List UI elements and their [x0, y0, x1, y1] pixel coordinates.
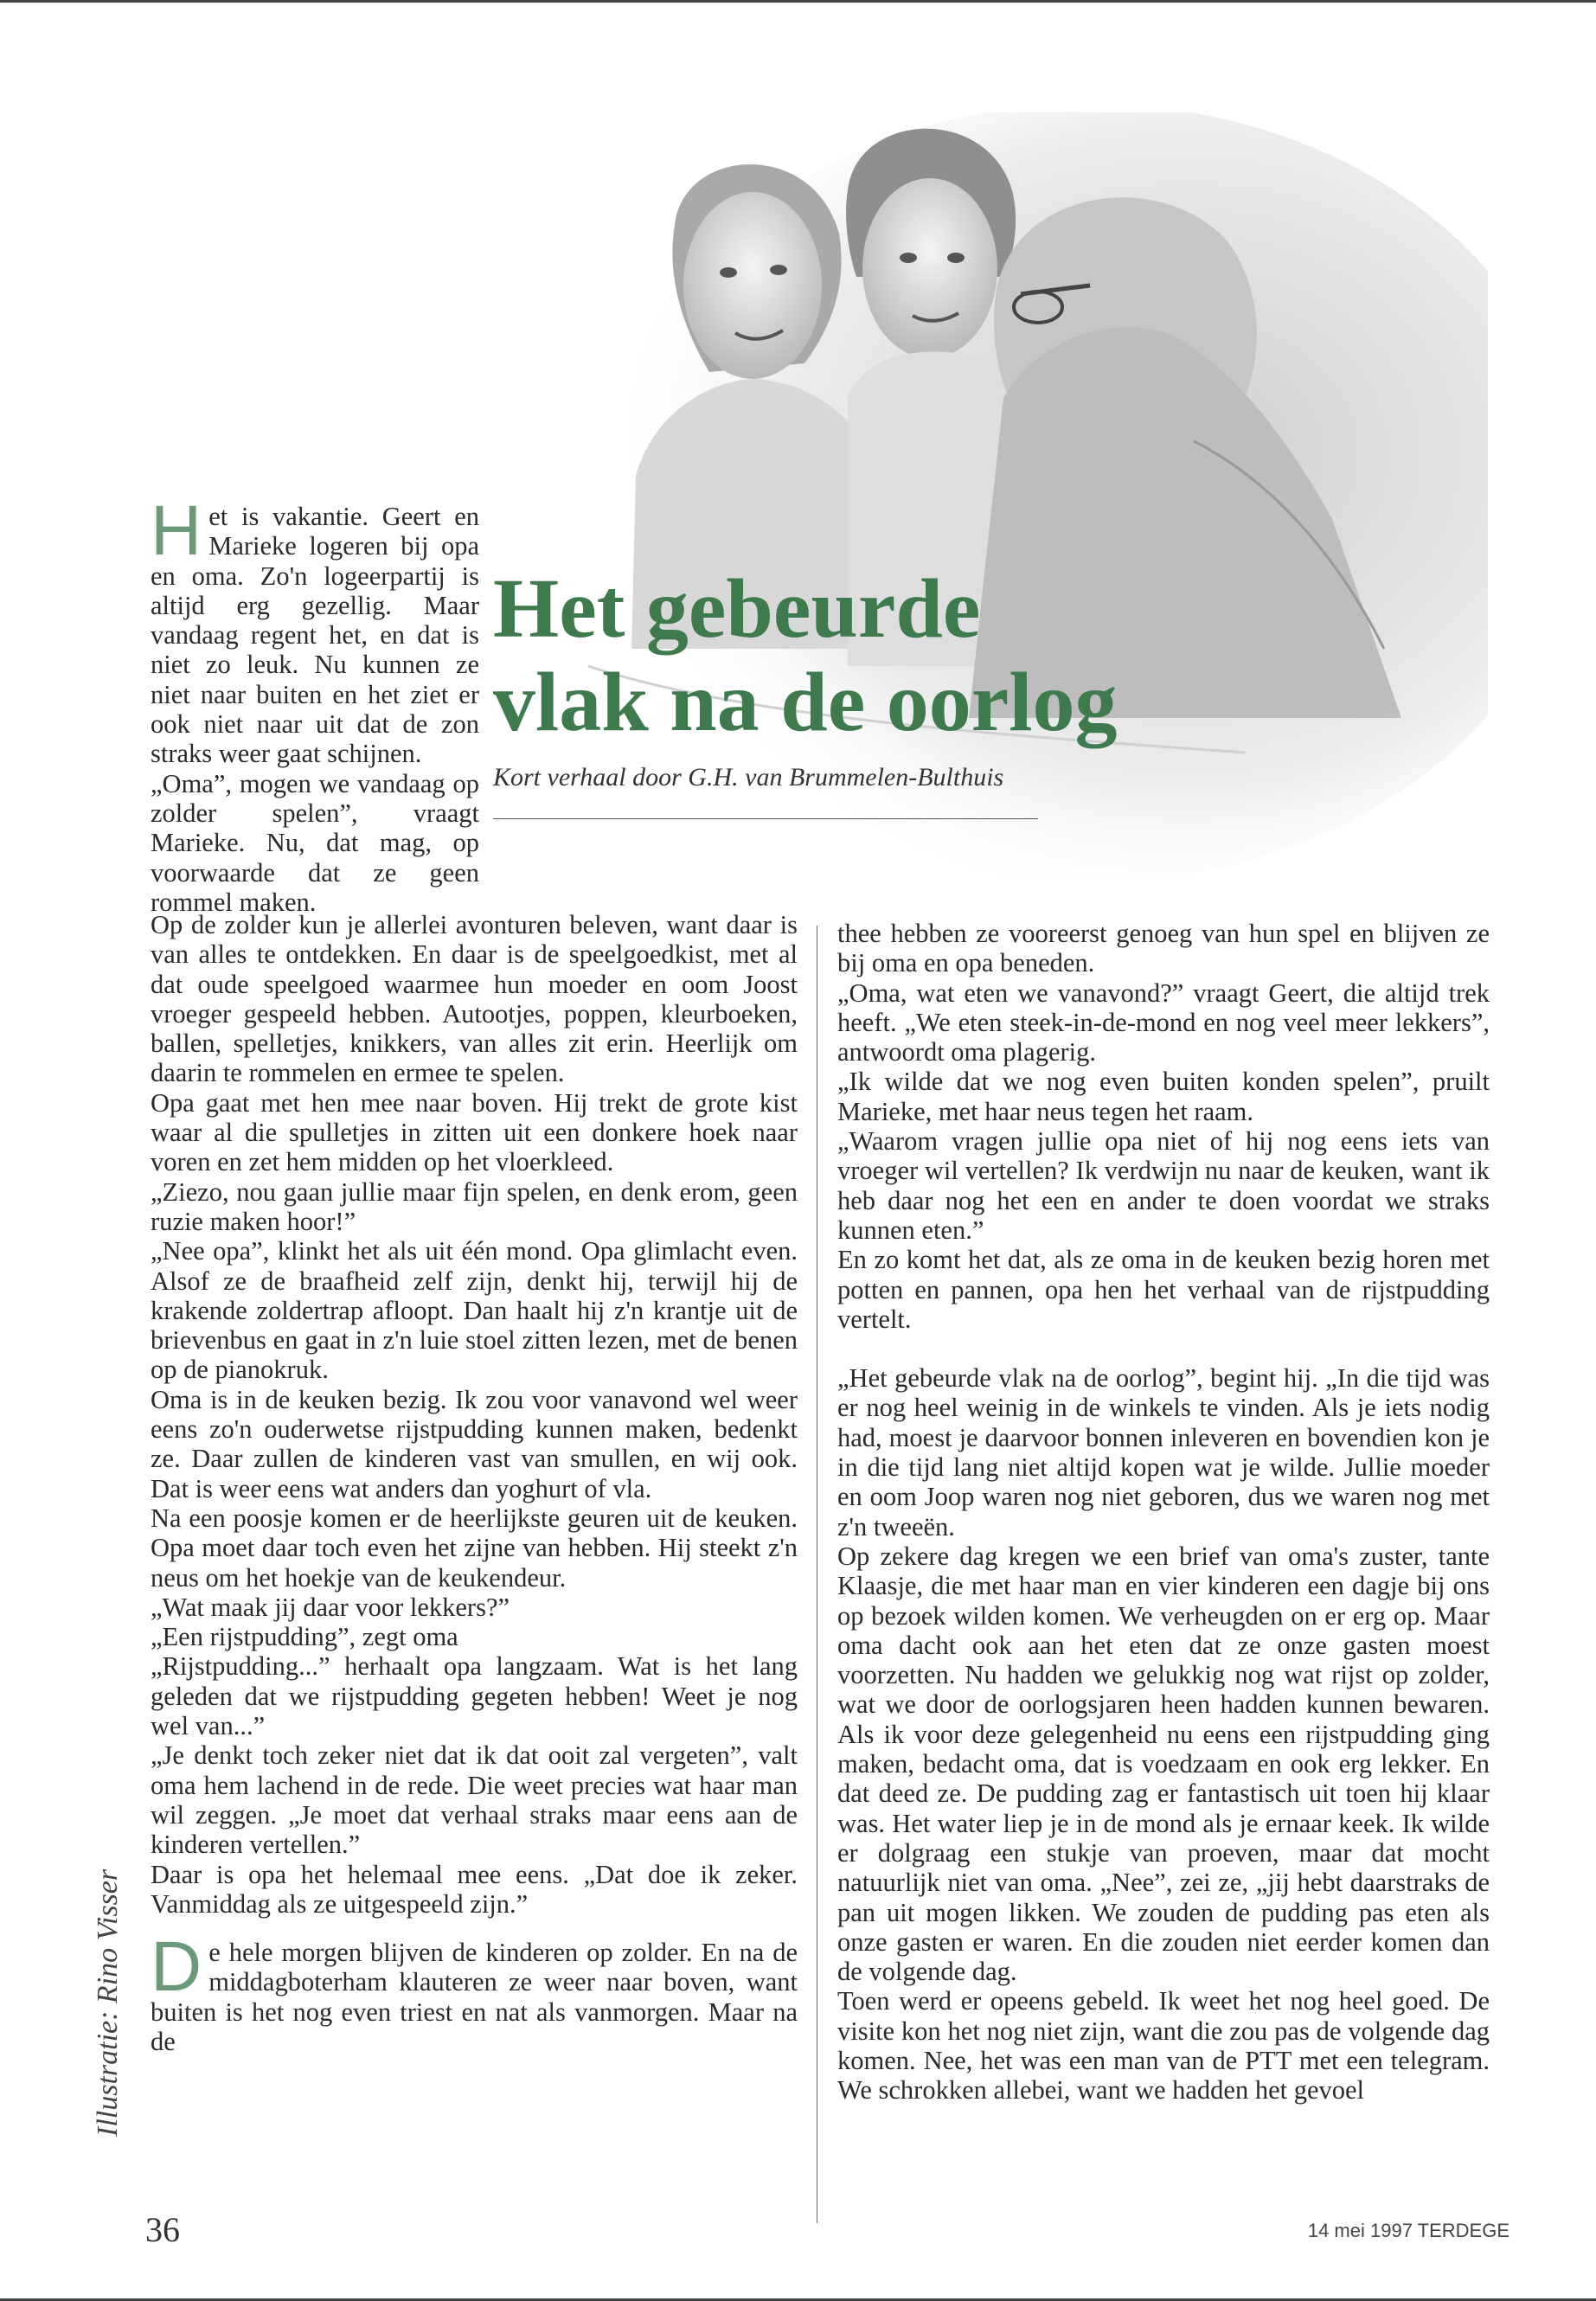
paragraph: Oma is in de keuken bezig. Ik zou voor vanavond wel weer eens zo'n ouderwetse rijstpudding kunnen maken, bedenkt ze. Daar zullen de kinderen vast van smullen, en wij ook. Dat is weer eens wat anders dan yoghurt of vla. — [151, 1384, 798, 1503]
paragraph: „Ik wilde dat we nog even buiten konden spelen”, pruilt Marieke, met haar neus tegen het raam. — [837, 1067, 1490, 1126]
paragraph-section-2: De hele morgen blijven de kinderen op zolder. En na de middagboterham klauteren ze weer naar boven, want buiten is het nog even triest en nat als vanmorgen. Maar na de — [151, 1927, 798, 2056]
dropcap-h: H — [151, 491, 202, 570]
paragraph: „Wat maak jij daar voor lekkers?” — [151, 1592, 510, 1622]
paragraph: Op de zolder kun je allerlei avonturen beleven, want daar is van alles te ontdekken. En daar is de speelgoedkist, met al dat oude speelgoed waarmee hun moeder en oom Joost vroeger gespeeld hebben. Autootjes, poppen, kleurboeken, ballen, spelletjes, knikkers, van alles zit erin. Heerlijk om daarin te rommelen en ermee te spelen. — [151, 910, 798, 1088]
paragraph: „Een rijstpudding”, zegt oma — [151, 1622, 458, 1652]
paragraph: thee hebben ze vooreerst genoeg van hun spel en blijven ze bij oma en opa beneden. — [837, 919, 1490, 978]
paragraph: „Ziezo, nou gaan jullie maar fijn spelen, en denk erom, geen ruzie maken hoor!” — [151, 1176, 798, 1236]
byline-rule — [493, 818, 1038, 819]
paragraph: „Het gebeurde vlak na de oorlog”, begint hij. „In die tijd was er nog heel weinig in de winkels te vinden. Als je iets nodig had, moest je daarvoor bonnen inleveren en bovendien kon je in die tijd lang niet altijd kopen wat je wilde. Jullie moeder en oom Joop waren nog niet geboren, dus we waren nog met z'n tweeën. — [837, 1363, 1490, 1541]
illustration-children-and-grandfather — [484, 112, 1488, 874]
dropcap-d: D — [151, 1927, 202, 2007]
illustration-credit: Illustratie: Rino Visser — [92, 1868, 124, 2137]
left-column — [151, 910, 798, 2056]
paragraph: „Waarom vragen jullie opa niet of hij nog eens iets van vroeger wil vertellen? Ik verdwijn nu naar de keuken, want ik heb daar nog het een en ander te doen voordat we straks kunnen eten.” — [837, 1126, 1490, 1245]
paragraph: „Nee opa”, klinkt het als uit één mond. Opa glimlacht even. Alsof ze de braafheid zelf zijn, denkt hij, terwijl hij de krakende zoldertrap afloopt. Dan haalt hij z'n krantje uit de brievenbus en gaat in z'n luie stoel zitten lezen, met de benen op de pianokruk. — [151, 1236, 798, 1385]
intro-paragraph-1: Het is vakantie. Geert en Marieke logeren bij opa en oma. Zo'n logeerpartij is altijd erg gezellig. Maar vandaag regent het, en dat is niet zo leuk. Nu kunnen ze niet naar buiten en het ziet er ook niet naar uit dat de zon straks weer gaat schijnen. — [151, 491, 479, 769]
right-column — [837, 919, 1490, 2106]
paragraph: Daar is opa het helemaal mee eens. „Dat doe ik zeker. Vanmiddag als ze uitgespeeld zijn.” — [151, 1859, 798, 1919]
paragraph: Na een poosje komen er de heerlijkste geuren uit de keuken. Opa moet daar toch even het zijne van hebben. Hij steekt z'n neus om het hoekje van de keukendeur. — [151, 1503, 798, 1593]
paragraph: „Je denkt toch zeker niet dat ik dat ooit zal vergeten”, valt oma hem lachend in de rede. Die weet precies wat haar man wil zeggen. „Je moet dat verhaal straks maar eens aan de kinderen vertellen.” — [151, 1740, 798, 1860]
paragraph: Opa gaat met hen mee naar boven. Hij trekt de grote kist waar al die spulletjes in zitten uit een donkere hoek naar voren en zet hem midden op het vloerkleed. — [151, 1087, 798, 1177]
page-number: 36 — [145, 2210, 180, 2249]
footer-issue: 14 mei 1997 TERDEGE — [1307, 2220, 1509, 2241]
paragraph: „Oma, wat eten we vanavond?” vraagt Geert, die altijd trek heeft. „We eten steek-in-de-mond en nog veel meer lekkers”, antwoordt oma plagerig. — [837, 977, 1490, 1067]
intro-column — [151, 491, 479, 917]
title-line-1: Het gebeurde — [493, 562, 981, 656]
paragraph: En zo komt het dat, als ze oma in de keuken bezig horen met potten en pannen, opa hen het verhaal van de rijstpudding vertelt. — [837, 1245, 1490, 1334]
article-title — [493, 562, 1117, 749]
paragraph: Toen werd er opeens gebeld. Ik weet het nog heel goed. De visite kon het nog niet zijn, want die zou pas de volgende dag komen. Nee, het was een man van de PTT met een telegram. We schrokken allebei, want we hadden het gevoel — [837, 1986, 1490, 2106]
title-line-2: vlak na de oorlog — [493, 656, 1118, 749]
intro-paragraph-2: „Oma”, mogen we vandaag op zolder spelen”, vraagt Marieke. Nu, dat mag, op voorwaarde dat ze geen rommel maken. — [151, 768, 479, 917]
paragraph: „Rijstpudding...” herhaalt opa langzaam. Wat is het lang geleden dat we rijstpudding gegeten hebben! Weet je nog wel van...” — [151, 1651, 798, 1741]
byline: Kort verhaal door G.H. van Brummelen-Bulthuis — [493, 763, 1004, 792]
paragraph: Op zekere dag kregen we een brief van oma's zuster, tante Klaasje, die met haar man en vier kinderen een dagje bij ons op bezoek wilden komen. We verheugden on er erg op. Maar oma dacht ook aan het eten dat ze onze gasten moest voorzetten. Nu hadden we gelukkig nog wat rijst op zolder, wat we door de oorlogsjaren heen hadden kunnen bewaren. Als ik voor deze gelegenheid nu eens een rijstpudding ging maken, bedacht oma, dat is voedzaam en ook erg lekker. En dat deed ze. De pudding zag er fantastisch uit toen hij klaar was. Het water liep je in de mond als je ernaar keek. Ik wilde er dolgraag een stukje van proeven, maar dat mocht natuurlijk niet van oma. „Nee”, zei ze, „jij hebt daarstraks de pan uit mogen likken. We zouden de pudding pas eten als onze gasten er waren. En die zouden niet eerder komen dan de volgende dag. — [837, 1541, 1490, 1987]
